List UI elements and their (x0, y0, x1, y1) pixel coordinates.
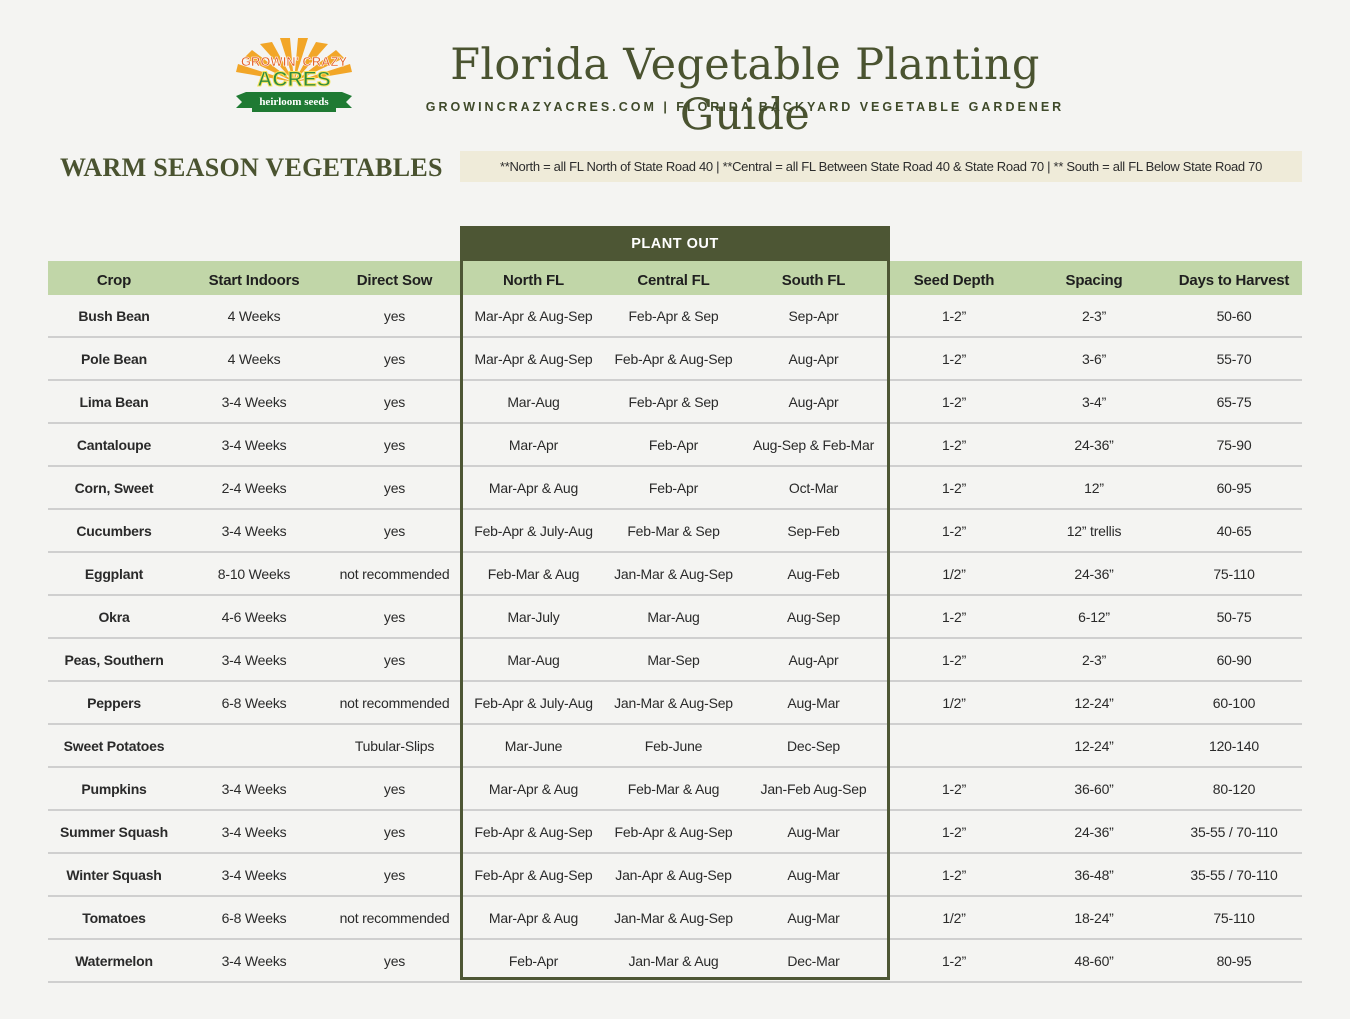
cell-north-fl: Feb-Apr & Aug-Sep (474, 823, 593, 840)
column-header-central-fl: Central FL (637, 271, 710, 289)
cell-days-to-harvest: 60-95 (1216, 479, 1252, 496)
logo-ribbon-text: heirloom seeds (259, 96, 329, 108)
cell-south-fl: Aug-Feb (787, 565, 840, 582)
cell-start-indoors: 3-4 Weeks (221, 866, 287, 883)
cell-seed-depth: 1-2” (941, 780, 967, 797)
cell-central-fl: Jan-Mar & Aug-Sep (614, 909, 733, 926)
cell-spacing: 12-24” (1074, 694, 1114, 711)
cell-direct-sow: not recommended (339, 565, 450, 582)
cell-north-fl: Mar-Apr & Aug (488, 909, 579, 926)
cell-start-indoors: 4 Weeks (227, 307, 281, 324)
logo-main-text: ACRES (257, 68, 331, 91)
table-body (48, 295, 1302, 983)
cell-crop: Peppers (87, 694, 141, 711)
cell-crop: Summer Squash (60, 823, 168, 840)
cell-crop: Okra (98, 608, 130, 625)
cell-direct-sow: yes (383, 479, 406, 496)
table-row (48, 553, 1302, 596)
cell-days-to-harvest: 75-90 (1216, 436, 1252, 453)
cell-central-fl: Feb-June (644, 737, 703, 754)
cell-start-indoors: 3-4 Weeks (221, 522, 287, 539)
cell-seed-depth: 1/2” (942, 565, 966, 582)
cell-days-to-harvest: 80-95 (1216, 952, 1252, 969)
cell-seed-depth: 1-2” (941, 608, 967, 625)
logo-top-text: GROWIN' CRAZY (240, 54, 348, 69)
cell-days-to-harvest: 50-75 (1216, 608, 1252, 625)
cell-central-fl: Jan-Mar & Aug-Sep (614, 694, 733, 711)
cell-spacing: 12” trellis (1066, 522, 1122, 539)
table-row (48, 897, 1302, 940)
cell-south-fl: Sep-Feb (787, 522, 840, 539)
cell-direct-sow: not recommended (339, 909, 450, 926)
cell-crop: Corn, Sweet (74, 479, 154, 496)
cell-south-fl: Aug-Mar (787, 909, 840, 926)
cell-central-fl: Jan-Mar & Aug (628, 952, 719, 969)
cell-central-fl: Feb-Apr & Aug-Sep (614, 350, 733, 367)
cell-direct-sow: yes (383, 350, 406, 367)
column-header-spacing: Spacing (1065, 271, 1123, 289)
cell-south-fl: Aug-Apr (788, 350, 839, 367)
region-note: **North = all FL North of State Road 40 | **Central = all FL Between State Road 40 & State Road 70 | ** South = all FL Below State Road 70 (460, 151, 1302, 182)
cell-seed-depth: 1-2” (941, 823, 967, 840)
cell-crop: Tomatoes (82, 909, 146, 926)
cell-start-indoors: 3-4 Weeks (221, 780, 287, 797)
table-header-row (48, 261, 1302, 295)
table-row (48, 940, 1302, 983)
cell-start-indoors: 4-6 Weeks (221, 608, 287, 625)
plant-out-group-header: PLANT OUT (460, 226, 890, 261)
page-title: Florida Vegetable Planting Guide (450, 40, 1040, 140)
cell-direct-sow: not recommended (339, 694, 450, 711)
cell-central-fl: Feb-Apr & Aug-Sep (614, 823, 733, 840)
cell-days-to-harvest: 50-60 (1216, 307, 1252, 324)
cell-days-to-harvest: 60-90 (1216, 651, 1252, 668)
cell-central-fl: Feb-Apr & Sep (628, 393, 719, 410)
column-header-seed-depth: Seed Depth (913, 271, 995, 289)
cell-spacing: 24-36” (1074, 565, 1114, 582)
column-header-north-fl: North FL (503, 271, 564, 289)
cell-days-to-harvest: 60-100 (1212, 694, 1256, 711)
cell-direct-sow: yes (383, 823, 406, 840)
cell-seed-depth: 1-2” (941, 350, 967, 367)
cell-north-fl: Feb-Apr (508, 952, 559, 969)
cell-start-indoors: 6-8 Weeks (221, 909, 287, 926)
cell-north-fl: Mar-Apr & Aug (488, 479, 579, 496)
cell-central-fl: Feb-Mar & Aug (627, 780, 720, 797)
cell-north-fl: Mar-Aug (507, 651, 560, 668)
cell-crop: Bush Bean (78, 307, 150, 324)
cell-spacing: 6-12” (1078, 608, 1110, 625)
cell-start-indoors: 3-4 Weeks (221, 651, 287, 668)
cell-seed-depth (886, 725, 1022, 766)
cell-north-fl: Mar-Apr & Aug-Sep (474, 350, 593, 367)
cell-seed-depth: 1/2” (942, 909, 966, 926)
cell-days-to-harvest: 55-70 (1216, 350, 1252, 367)
cell-central-fl: Feb-Apr (648, 436, 699, 453)
table-row (48, 596, 1302, 639)
cell-south-fl: Jan-Feb Aug-Sep (760, 780, 867, 797)
table-row (48, 811, 1302, 854)
cell-start-indoors: 3-4 Weeks (221, 952, 287, 969)
cell-spacing: 2-3” (1081, 307, 1107, 324)
cell-days-to-harvest: 35-55 / 70-110 (1190, 823, 1278, 840)
cell-start-indoors: 8-10 Weeks (217, 565, 291, 582)
column-header-crop: Crop (96, 271, 132, 289)
cell-crop: Cantaloupe (76, 436, 152, 453)
cell-seed-depth: 1-2” (941, 307, 967, 324)
cell-start-indoors: 3-4 Weeks (221, 823, 287, 840)
cell-start-indoors: 3-4 Weeks (221, 393, 287, 410)
cell-spacing: 18-24” (1074, 909, 1114, 926)
cell-seed-depth: 1-2” (941, 952, 967, 969)
cell-north-fl: Feb-Apr & July-Aug (474, 694, 593, 711)
cell-crop: Watermelon (75, 952, 153, 969)
cell-direct-sow: yes (383, 780, 406, 797)
cell-central-fl: Mar-Aug (647, 608, 700, 625)
cell-direct-sow: yes (383, 307, 406, 324)
table-row (48, 725, 1302, 768)
cell-spacing: 24-36” (1074, 436, 1114, 453)
table-row (48, 510, 1302, 553)
cell-north-fl: Mar-July (507, 608, 560, 625)
cell-start-indoors: 3-4 Weeks (221, 436, 287, 453)
cell-direct-sow: yes (383, 393, 406, 410)
table-row (48, 338, 1302, 381)
cell-crop: Peas, Southern (64, 651, 164, 668)
table-row (48, 639, 1302, 682)
cell-central-fl: Feb-Apr (648, 479, 699, 496)
cell-spacing: 2-3” (1081, 651, 1107, 668)
cell-direct-sow: Tubular-Slips (354, 737, 435, 754)
cell-days-to-harvest: 75-110 (1213, 565, 1255, 582)
planting-table (48, 261, 1302, 983)
cell-crop: Sweet Potatoes (63, 737, 165, 754)
cell-start-indoors (180, 725, 328, 766)
column-header-start-indoors: Start Indoors (208, 271, 300, 289)
growin-crazy-acres-logo (232, 38, 356, 118)
cell-spacing: 36-60” (1074, 780, 1114, 797)
column-header-direct-sow: Direct Sow (356, 271, 433, 289)
cell-crop: Cucumbers (76, 522, 152, 539)
cell-spacing: 48-60” (1074, 952, 1114, 969)
cell-days-to-harvest: 35-55 / 70-110 (1190, 866, 1278, 883)
cell-spacing: 12-24” (1074, 737, 1114, 754)
cell-start-indoors: 2-4 Weeks (221, 479, 287, 496)
cell-north-fl: Mar-Aug (507, 393, 560, 410)
cell-south-fl: Aug-Mar (787, 866, 840, 883)
cell-south-fl: Aug-Mar (787, 823, 840, 840)
table-row (48, 295, 1302, 338)
table-row (48, 682, 1302, 725)
cell-south-fl: Aug-Mar (787, 694, 840, 711)
section-title: WARM SEASON VEGETABLES (60, 153, 443, 182)
cell-north-fl: Mar-June (504, 737, 563, 754)
page-subtitle: GROWINCRAZYACRES.COM | FLORIDA BACKYARD VEGETABLE GARDENER (425, 100, 1065, 114)
cell-north-fl: Feb-Apr & Aug-Sep (474, 866, 593, 883)
cell-crop: Lima Bean (79, 393, 149, 410)
cell-start-indoors: 4 Weeks (227, 350, 281, 367)
cell-start-indoors: 6-8 Weeks (221, 694, 287, 711)
cell-central-fl: Jan-Apr & Aug-Sep (615, 866, 732, 883)
cell-north-fl: Feb-Mar & Aug (487, 565, 580, 582)
cell-south-fl: Sep-Apr (788, 307, 839, 324)
cell-central-fl: Mar-Sep (647, 651, 700, 668)
cell-south-fl: Aug-Apr (788, 651, 839, 668)
cell-south-fl: Dec-Mar (787, 952, 840, 969)
cell-central-fl: Jan-Mar & Aug-Sep (614, 565, 733, 582)
cell-seed-depth: 1-2” (941, 866, 967, 883)
cell-direct-sow: yes (383, 436, 406, 453)
cell-days-to-harvest: 120-140 (1209, 737, 1259, 754)
cell-seed-depth: 1/2” (942, 694, 966, 711)
cell-central-fl: Feb-Mar & Sep (627, 522, 720, 539)
cell-north-fl: Mar-Apr & Aug-Sep (474, 307, 593, 324)
column-header-south-fl: South FL (781, 271, 846, 289)
column-header-days-to-harvest: Days to Harvest (1178, 271, 1290, 289)
cell-spacing: 36-48” (1074, 866, 1114, 883)
cell-direct-sow: yes (383, 866, 406, 883)
cell-direct-sow: yes (383, 522, 406, 539)
table-row (48, 424, 1302, 467)
table-row (48, 768, 1302, 811)
cell-seed-depth: 1-2” (941, 522, 967, 539)
cell-south-fl: Dec-Sep (786, 737, 841, 754)
cell-crop: Winter Squash (66, 866, 162, 883)
cell-seed-depth: 1-2” (941, 436, 967, 453)
cell-direct-sow: yes (383, 608, 406, 625)
cell-spacing: 3-6” (1081, 350, 1107, 367)
cell-crop: Pumpkins (81, 780, 147, 797)
cell-seed-depth: 1-2” (941, 651, 967, 668)
cell-days-to-harvest: 40-65 (1216, 522, 1252, 539)
cell-north-fl: Feb-Apr & July-Aug (474, 522, 593, 539)
cell-direct-sow: yes (383, 651, 406, 668)
cell-seed-depth: 1-2” (941, 479, 967, 496)
cell-south-fl: Aug-Apr (788, 393, 839, 410)
cell-days-to-harvest: 65-75 (1216, 393, 1252, 410)
cell-days-to-harvest: 75-110 (1213, 909, 1255, 926)
table-row (48, 854, 1302, 897)
cell-south-fl: Aug-Sep (786, 608, 841, 625)
cell-days-to-harvest: 80-120 (1212, 780, 1256, 797)
cell-seed-depth: 1-2” (941, 393, 967, 410)
cell-spacing: 12” (1084, 479, 1104, 496)
cell-spacing: 3-4” (1081, 393, 1107, 410)
cell-spacing: 24-36” (1074, 823, 1114, 840)
cell-crop: Pole Bean (81, 350, 147, 367)
cell-direct-sow: yes (383, 952, 406, 969)
cell-south-fl: Oct-Mar (788, 479, 839, 496)
cell-south-fl: Aug-Sep & Feb-Mar (752, 436, 875, 453)
cell-crop: Eggplant (84, 565, 144, 582)
cell-north-fl: Mar-Apr & Aug (488, 780, 579, 797)
cell-north-fl: Mar-Apr (508, 436, 559, 453)
table-row (48, 381, 1302, 424)
table-row (48, 467, 1302, 510)
cell-central-fl: Feb-Apr & Sep (628, 307, 719, 324)
